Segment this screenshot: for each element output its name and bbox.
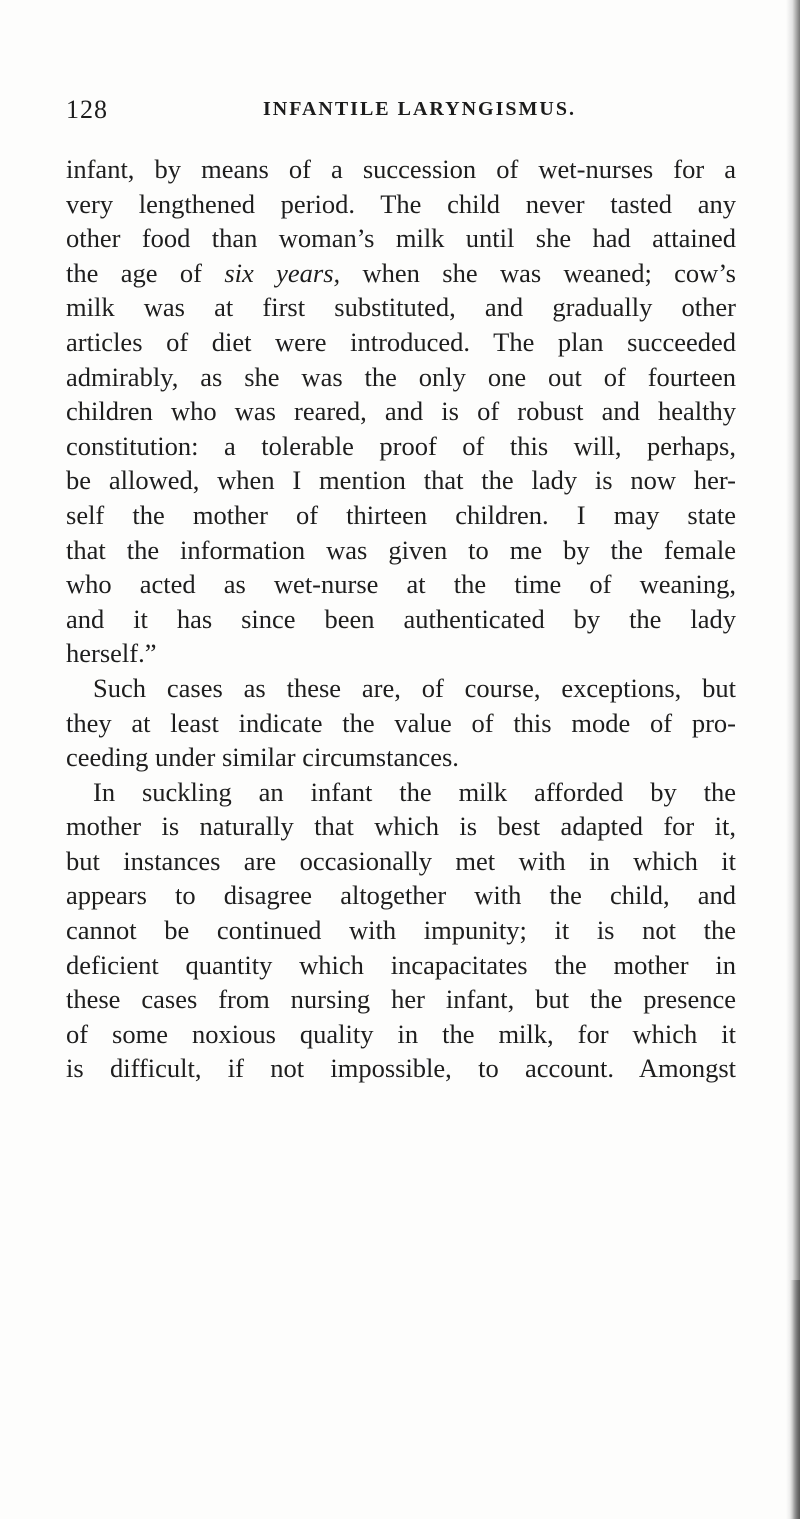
text-line: herself.” — [66, 638, 157, 669]
text-line: they at least indicate the value of this mode of pro- — [66, 707, 736, 738]
text-line: who acted as wet-nurse at the time of weaning, — [66, 569, 736, 600]
italic-text-run: six years, — [224, 257, 341, 288]
text-line: milk was at first substituted, and gradually other — [66, 292, 736, 323]
text-line: constitution: a tolerable proof of this will, perhaps, — [66, 430, 736, 461]
text-line: that the information was given to me by the female — [66, 534, 736, 565]
text-line — [66, 256, 736, 291]
text-line: is difficult, if not impossible, to account. Amongst — [66, 1053, 736, 1084]
text-line: infant, by means of a succession of wet-nurses for a — [66, 154, 736, 184]
text-line: articles of diet were introduced. The plan succeeded — [66, 326, 736, 357]
text-line: cannot be continued with impunity; it is not the — [66, 915, 736, 946]
text-line: other food than woman’s milk until she had attained — [66, 223, 736, 254]
text-line: mother is naturally that which is best adapted for it, — [66, 811, 736, 842]
text-line: admirably, as she was the only one out of fourteen — [66, 361, 736, 392]
body-text — [66, 152, 736, 1086]
text-line: In suckling an infant the milk afforded by the — [93, 776, 736, 807]
page-edge-shadow-bottom — [790, 1280, 800, 1519]
text-line: and it has since been authenticated by the lady — [66, 603, 736, 634]
text-line: very lengthened period. The child never tasted any — [66, 188, 736, 219]
text-line: be allowed, when I mention that the lady is now her- — [66, 465, 736, 496]
text-line: Such cases as these are, of course, exceptions, but — [93, 672, 736, 703]
text-run: when she was weaned; cow’s — [340, 257, 736, 288]
text-line: of some noxious quality in the milk, for which it — [66, 1018, 736, 1049]
text-line: deficient quantity which incapacitates the mother in — [66, 949, 736, 980]
text-line: these cases from nursing her infant, but the presence — [66, 984, 736, 1015]
text-line: but instances are occasionally met with in which it — [66, 845, 736, 876]
text-line: ceeding under similar circumstances. — [66, 742, 459, 773]
page-number: 128 — [66, 95, 108, 124]
text-line: self the mother of thirteen children. I may state — [66, 499, 736, 530]
running-head-title: INFANTILE LARYNGISMUS. — [263, 98, 576, 120]
text-line: appears to disagree altogether with the child, and — [66, 880, 736, 911]
text-line: children who was reared, and is of robust and healthy — [66, 396, 736, 427]
text-run: the age of — [66, 257, 225, 288]
running-head — [66, 95, 746, 135]
